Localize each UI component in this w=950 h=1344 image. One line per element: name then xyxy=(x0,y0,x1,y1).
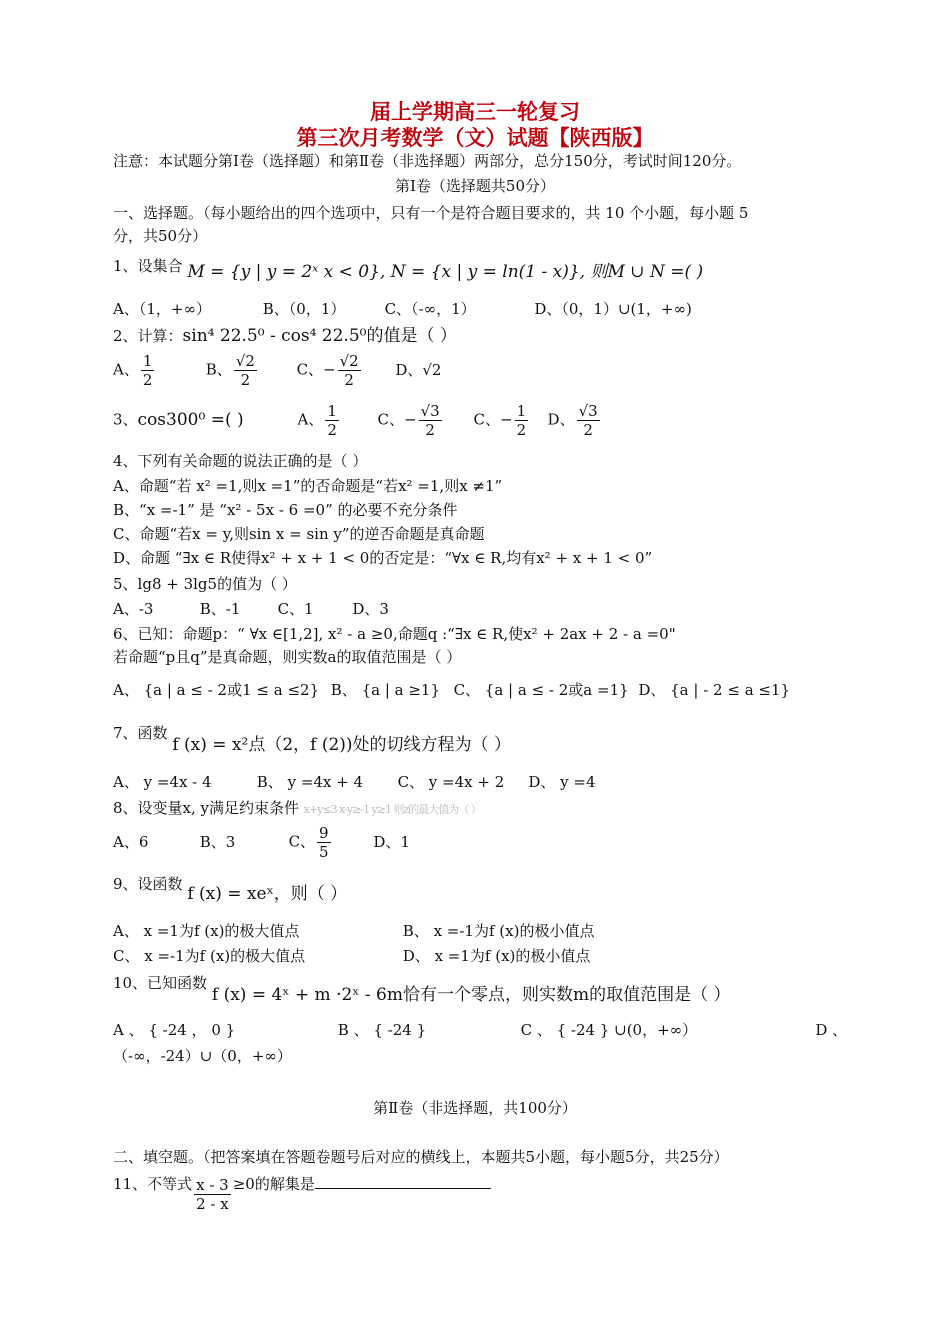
option-b: B、 x =-1为f (x)的极小值点 xyxy=(402,922,595,940)
question-label: 10、已知函数 xyxy=(113,974,208,992)
option-c xyxy=(297,352,391,389)
option-d: D、1 xyxy=(373,832,410,851)
option-b: B、 {a | a ≥1} xyxy=(330,681,441,699)
question-4-option-a: A、命题“若 x² =1,则x =1”的否命题是“若x² =1,则x ≠1” xyxy=(113,477,503,495)
question-6-options xyxy=(113,680,790,700)
fraction-numerator: x - 3 xyxy=(196,1176,229,1194)
fraction-denominator: 2 xyxy=(344,371,354,389)
option-a-label: A、 xyxy=(297,410,324,429)
question-9-options-row1 xyxy=(113,921,594,941)
question-expression: sin⁴ 22.5⁰ - cos⁴ 22.5⁰的值是（ ） xyxy=(182,326,457,346)
option-d: D、 y =4 xyxy=(528,773,596,791)
option-c: C、 y =4x + 2 xyxy=(397,773,505,791)
section2-instructions: 二、填空题。（把答案填在答题卷题号后对应的横线上，本题共5小题，每小题5分，共25分） xyxy=(113,1148,729,1166)
option-b: B、-1 xyxy=(199,600,241,618)
option-c: C、1 xyxy=(277,600,314,618)
fraction-denominator: 2 xyxy=(583,421,593,439)
option-d: D、 {a | - 2 ≤ a ≤1} xyxy=(638,681,791,699)
option-c: C 、 { -24 } ∪(0，+∞） xyxy=(520,1021,698,1039)
option-c-label: C、 xyxy=(288,832,316,851)
question-label: 2、计算： xyxy=(113,327,183,345)
fraction-denominator: 2 xyxy=(142,371,153,389)
question-4-option-d: D、命题 “∃x ∈ R使得x² + x + 1 < 0的否定是：“∀x ∈ R,均有x² + x + 1 < 0” xyxy=(113,549,653,567)
question-1-stem xyxy=(113,256,704,282)
fraction xyxy=(325,402,339,439)
fraction-numerator: √3 xyxy=(578,402,598,420)
option-d xyxy=(548,402,602,439)
option-a: A 、 { -24 ， 0 } xyxy=(113,1021,236,1039)
option-c-label: C、− xyxy=(473,410,513,429)
option-a: A、 {a | a ≤ - 2或1 ≤ a ≤2} xyxy=(113,681,320,699)
option-b: B、 y =4x + 4 xyxy=(256,773,364,791)
fraction xyxy=(141,352,155,389)
question-6-stem: 6、已知：命题p：“ ∀x ∈[1,2], x² - a ≥0,命题q :“∃x ∈ R,使x² + 2ax + 2 - a =0" xyxy=(113,625,676,643)
option-c xyxy=(289,824,369,861)
fraction-numerator: 9 xyxy=(319,824,329,842)
option-b: B、3 xyxy=(199,832,236,851)
fraction xyxy=(317,824,331,861)
section1-instructions-cont: 分，共50分） xyxy=(113,227,208,245)
fraction-numerator: √3 xyxy=(420,402,440,420)
question-4-option-b: B、“x =-1” 是 “x² - 5x - 6 =0” 的必要不充分条件 xyxy=(113,501,458,519)
question-6-stem-cont: 若命题“p且q”是真命题，则实数a的取值范围是（ ） xyxy=(113,648,462,666)
option-d: D、3 xyxy=(352,600,389,618)
option-d: D 、 xyxy=(815,1021,848,1039)
question-expression: f (x) = 4ˣ + m ·2ˣ - 6m恰有一个零点，则实数m的取值范围是（ ） xyxy=(211,985,731,1005)
question-8-stem xyxy=(113,798,481,820)
option-c-label: C、− xyxy=(296,360,336,379)
option-b: B、（0，1） xyxy=(262,300,346,318)
fraction xyxy=(515,402,529,439)
exam-notice: 注意：本试题分第Ⅰ卷（选择题）和第Ⅱ卷（非选择题）两部分，总分150分，考试时间120分。 xyxy=(113,152,742,170)
question-9-stem xyxy=(113,874,348,904)
exam-title-line1: 届上学期高三一轮复习 xyxy=(370,100,580,124)
option-b xyxy=(206,352,292,389)
answer-blank[interactable] xyxy=(315,1174,491,1189)
fraction-denominator: 2 xyxy=(516,421,527,439)
option-a: A、 y =4x - 4 xyxy=(113,773,212,791)
question-7-options xyxy=(113,772,596,792)
question-10-options xyxy=(113,1020,847,1040)
question-label: 7、函数 xyxy=(113,724,168,742)
fraction-denominator: 2 xyxy=(327,421,337,439)
option-b xyxy=(378,402,474,439)
fraction-denominator: 2 - x xyxy=(196,1195,229,1213)
question-expression: M = {y | y = 2ˣ x < 0}, N = {x | y = ln(1 - x)}, 则M ∪ N =( ) xyxy=(187,262,704,282)
option-d-label: D、 xyxy=(547,410,575,429)
option-a: A、 x =1为f (x)的极大值点 xyxy=(113,922,300,940)
question-2-stem xyxy=(113,326,457,346)
option-a: A、6 xyxy=(113,832,149,851)
part1-heading: 第Ⅰ卷（选择题共50分） xyxy=(394,177,555,195)
question-expression: f (x) = xeˣ，则（ ） xyxy=(187,884,348,904)
section1-instructions: 一、选择题。（每小题给出的四个选项中，只有一个是符合题目要求的，共 10 个小题，每小题 5 xyxy=(113,204,749,222)
question-label: 9、设函数 xyxy=(113,875,183,893)
question-4-option-c: C、命题“若x = y,则sin x = sin y”的逆否命题是真命题 xyxy=(113,525,485,543)
option-c: C、 {a | a ≤ - 2或a =1} xyxy=(453,681,629,699)
option-b-label: C、− xyxy=(377,410,417,429)
fraction-numerator: √2 xyxy=(339,352,359,370)
fraction-numerator: 1 xyxy=(327,402,337,420)
fraction-numerator: 1 xyxy=(516,402,527,420)
fraction-denominator: 5 xyxy=(319,843,329,861)
option-a: A、-3 xyxy=(113,600,154,618)
question-label: 3、 xyxy=(113,410,138,429)
part2-heading: 第Ⅱ卷（非选择题，共100分） xyxy=(373,1099,577,1117)
question-5-stem: 5、lg8 + 3lg5的值为（ ） xyxy=(113,575,297,593)
option-d: D、√2 xyxy=(395,360,442,379)
exam-title-line2: 第三次月考数学（文）试题【陕西版】 xyxy=(296,126,654,150)
question-10-option-d-cont: （-∞，-24）∪（0，+∞） xyxy=(113,1047,292,1065)
option-a-label: A、 xyxy=(113,360,139,379)
question-5-options xyxy=(113,599,389,619)
option-c: C、 x =-1为f (x)的极大值点 xyxy=(113,947,306,965)
fraction xyxy=(234,352,257,389)
fraction xyxy=(194,1176,231,1213)
option-a: A、（1，+∞） xyxy=(113,300,211,318)
question-3 xyxy=(113,402,602,439)
question-1-options xyxy=(113,299,692,319)
question-11 xyxy=(113,1176,491,1213)
question-expression: cos300⁰ =( ) xyxy=(137,409,244,430)
question-8-options xyxy=(113,824,410,861)
option-b: B 、 { -24 } xyxy=(337,1021,427,1039)
option-c xyxy=(474,402,548,439)
question-expression: f (x) = x²点（2，f (2))处的切线方程为（ ） xyxy=(172,735,511,755)
fraction-numerator: √2 xyxy=(235,352,255,370)
fraction xyxy=(338,352,361,389)
question-10-stem xyxy=(113,973,731,1005)
question-2-options xyxy=(113,352,441,389)
question-label: 11、不等式 xyxy=(113,1174,193,1193)
constraint-system-image: x+y≤3 x-y≥-1 y≥1 则z的最大值为（ ） xyxy=(303,803,481,816)
option-c: C、（-∞，1） xyxy=(384,300,476,318)
question-text: ≥0的解集是 xyxy=(232,1174,315,1193)
option-d: D、（0，1）∪(1，+∞) xyxy=(534,300,692,318)
fraction-denominator: 2 xyxy=(240,371,251,389)
question-9-options-row2 xyxy=(113,946,590,966)
fraction-denominator: 2 xyxy=(425,421,435,439)
question-4-stem: 4、下列有关命题的说法正确的是（ ） xyxy=(113,452,368,470)
question-label: 8、设变量x, y满足约束条件 xyxy=(113,799,300,817)
option-b-label: B、 xyxy=(205,360,232,379)
option-a xyxy=(298,402,378,439)
fraction xyxy=(577,402,600,439)
question-label: 1、设集合 xyxy=(113,257,183,275)
option-a xyxy=(113,352,201,389)
fraction-numerator: 1 xyxy=(142,352,153,370)
question-7-stem xyxy=(113,723,511,755)
option-d: D、 x =1为f (x)的极小值点 xyxy=(402,947,591,965)
fraction xyxy=(419,402,442,439)
